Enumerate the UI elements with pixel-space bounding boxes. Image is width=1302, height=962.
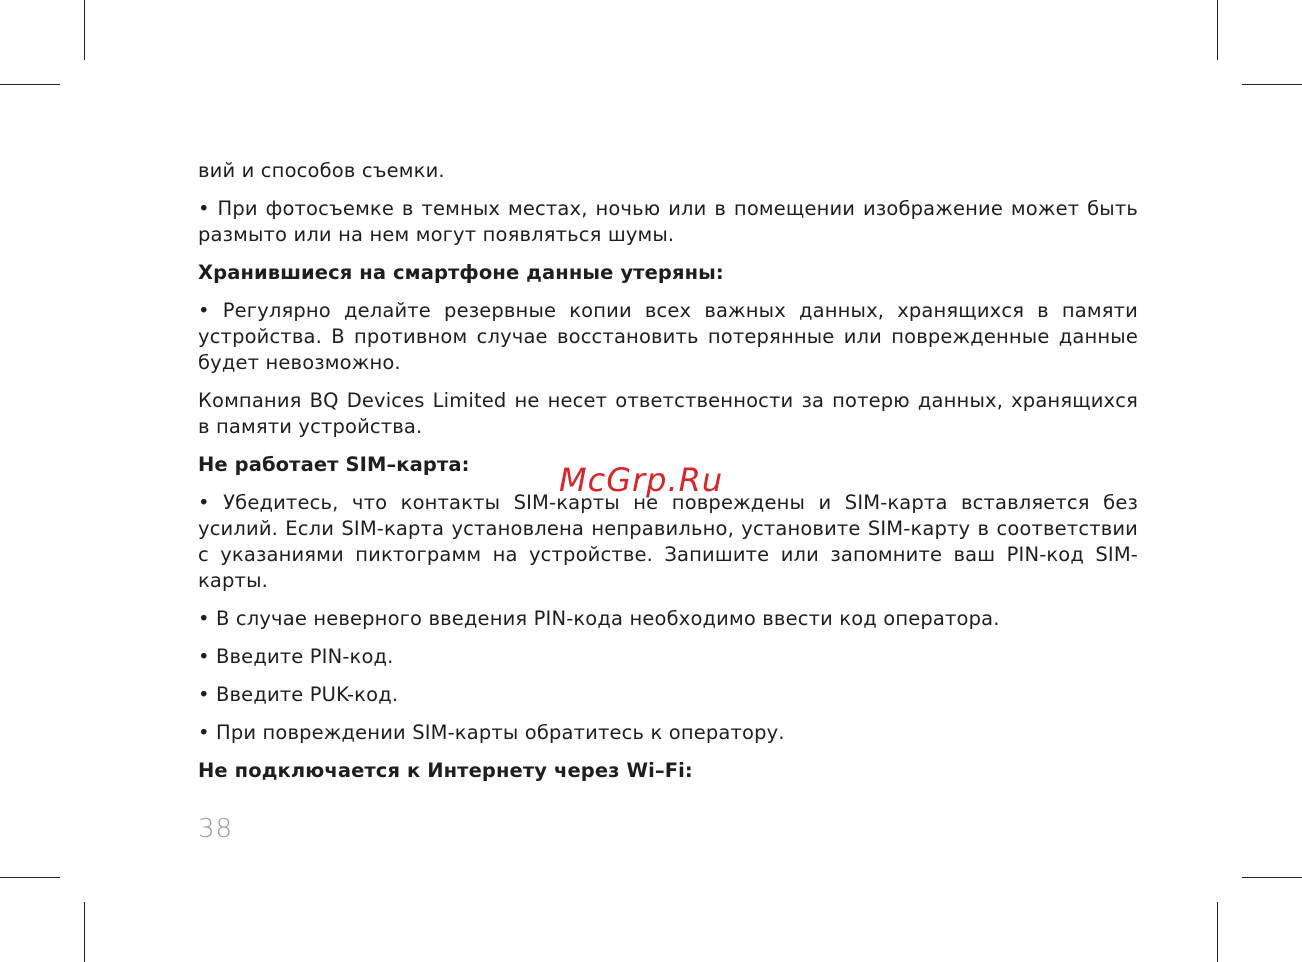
heading-sim-not-working: Не работает SIM–карта:	[198, 453, 470, 476]
paragraph-sim-contacts: • Убедитесь, что контакты SIM-карты не повреждены и SIM-карта вставляется без усилий. Если SIM-карта установлена неправильно, установите SIM-карту в соответствии с указаниями пиктограмм на устройстве. Запишите или запомните ваш PIN-код SIM-карты.	[198, 491, 1138, 592]
paragraph-low-light-photo: • При фотосъемке в темных местах, ночью или в помещении изображение может быть размыто или на нем могут появляться шумы.	[198, 197, 1138, 246]
crop-mark-bottom-right-horizontal	[1242, 877, 1302, 878]
paragraph-company-disclaimer: Компания BQ Devices Limited не несет ответственности за потерю данных, хранящихся в памяти устройства.	[198, 389, 1138, 438]
crop-mark-top-left-vertical	[84, 0, 85, 60]
heading-wifi-no-internet: Не подключается к Интернету через Wi–Fi:	[198, 759, 693, 782]
paragraph-sim-damaged: • При повреждении SIM-карты обратитесь к оператору.	[198, 721, 785, 744]
crop-mark-top-right-horizontal	[1242, 84, 1302, 85]
watermark-logo: McGrp.Ru	[559, 461, 724, 499]
crop-mark-top-left-horizontal	[0, 84, 60, 85]
paragraph-backup-advice: • Регулярно делайте резервные копии всех важных данных, хранящихся в памяти устройства. В противном случае восстановить потерянные или поврежденные данные будет невозможно.	[198, 299, 1138, 374]
paragraph-shooting-modes-end: вий и способов съемки.	[198, 159, 445, 182]
paragraph-enter-pin: • Введите PIN-код.	[198, 645, 394, 668]
crop-mark-bottom-left-vertical	[84, 902, 85, 962]
paragraph-wrong-pin: • В случае неверного введения PIN-кода необходимо ввести код оператора.	[198, 607, 1000, 630]
crop-mark-top-right-vertical	[1217, 0, 1218, 60]
crop-mark-bottom-left-horizontal	[0, 877, 60, 878]
paragraph-enter-puk: • Введите PUK-код.	[198, 683, 399, 706]
heading-data-lost: Хранившиеся на смартфоне данные утеряны:	[198, 261, 724, 284]
crop-mark-bottom-right-vertical	[1217, 902, 1218, 962]
page-number: 38	[198, 814, 234, 844]
